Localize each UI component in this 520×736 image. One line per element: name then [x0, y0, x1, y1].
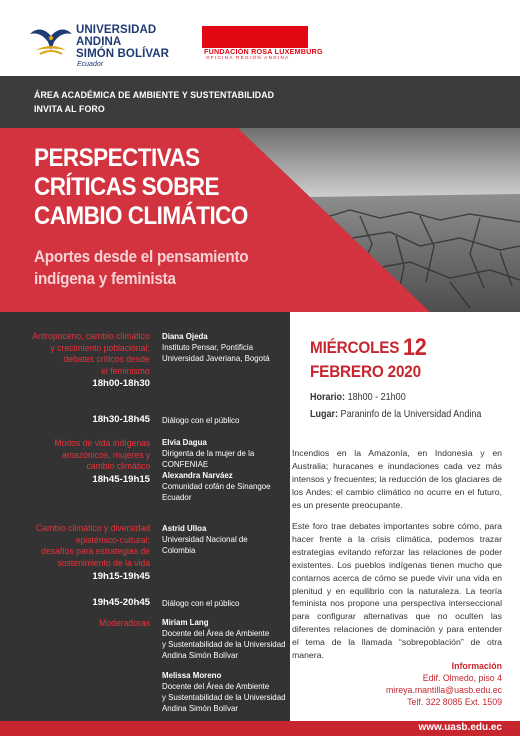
- footer-bar: [0, 721, 520, 736]
- speaker-info: [162, 437, 271, 503]
- speaker-affiliation: Universidad Javeriana, Bogotá: [162, 353, 270, 363]
- session-title-line: amazónicos, mujeres y: [61, 448, 150, 460]
- rosa-office: OFICINA REGIÓN ANDINA: [206, 55, 290, 60]
- invitation-band: [0, 76, 520, 128]
- moderator-info: [162, 670, 286, 714]
- session-time: 19h15-19h45: [92, 571, 150, 582]
- schedule-value: 18h00 - 21h00: [347, 392, 406, 403]
- speaker-info: [162, 331, 270, 364]
- session-title-line: sostenimiento de la vida: [57, 556, 150, 568]
- session-2: [0, 437, 150, 493]
- subtitle-line: Aportes desde el pensamiento: [34, 247, 249, 266]
- event-title: [34, 144, 248, 231]
- session-time: 18h00-18h30: [92, 378, 150, 389]
- speaker-affiliation: Colombia: [162, 545, 196, 555]
- session-title-line: el feminismo: [101, 364, 150, 376]
- moderator-affiliation: y Sustentabilidad de la Universidad: [162, 639, 286, 649]
- hero-section: [0, 76, 520, 312]
- event-subtitle: [34, 246, 248, 290]
- session-title: [54, 437, 150, 472]
- moderator-affiliation: Andina Simón Bolívar: [162, 703, 239, 713]
- location-label: Lugar:: [310, 409, 339, 420]
- condor-icon: [28, 20, 74, 60]
- area-name: ÁREA ACADÉMICA DE AMBIENTE Y SUSTENTABILIDAD: [34, 90, 275, 100]
- speaker-name: Alexandra Narváez: [162, 470, 233, 480]
- contact-email[interactable]: mireya.mantilla@uasb.edu.ec: [385, 685, 502, 695]
- moderator-name: Miriam Lang: [162, 617, 209, 627]
- website-link[interactable]: www.uasb.edu.ec: [418, 722, 502, 733]
- rosa-logo-bar: [202, 26, 308, 48]
- contact-phone: Telf. 322 8085 Ext. 1509: [407, 697, 502, 707]
- event-schedule: [310, 392, 406, 403]
- rosa-luxemburg-logo: [202, 26, 323, 60]
- session-title-line: cambio climático: [86, 460, 150, 472]
- moderator-info: [162, 617, 286, 661]
- header: [0, 0, 520, 76]
- session-1: [0, 330, 150, 404]
- session-title-line: debates críticos desde: [63, 353, 150, 365]
- session-3: [0, 522, 150, 586]
- event-day: 12: [402, 334, 427, 361]
- moderator-affiliation: Andina Simón Bolívar: [162, 650, 239, 660]
- dialogue-label: Diálogo con el público: [162, 415, 240, 425]
- moderator-affiliation: y Sustentabilidad de la Universidad: [162, 692, 286, 702]
- moderator-name: Melissa Moreno: [162, 670, 222, 680]
- moderators-label: Moderadoras: [99, 617, 150, 628]
- uasb-name-line1: UNIVERSIDAD ANDINA: [76, 24, 157, 48]
- moderator-affiliation: Docente del Área de Ambiente: [162, 681, 270, 691]
- session-title-line: desafíos para estrategias de: [41, 545, 151, 557]
- contact-heading: Información: [451, 661, 502, 671]
- contact-info: [386, 660, 502, 708]
- description-paragraph-1: Incendios en la Amazonía, en Indonesia y en Australia; huracanes e inundaciones cada vez más intensos y frecuentes; la reducción de los glaciares de los Andes: el cambio climático no ocurre en el futuro, es un presente preocupante.: [292, 448, 502, 510]
- speaker-name: Diana Ojeda: [162, 331, 208, 341]
- program-panel: [0, 312, 290, 721]
- session-title-line: Cambio climático y diversidad: [35, 522, 150, 533]
- subtitle-line: indígena y feminista: [34, 269, 176, 288]
- uasb-name-line2: SIMÓN BOLÍVAR: [76, 48, 170, 60]
- speaker-affiliation: Instituto Pensar, Pontificia: [162, 342, 253, 352]
- uasb-logo: [28, 18, 178, 68]
- speaker-affiliation: CONFENIAE: [162, 459, 209, 469]
- title-line: CRÍTICAS SOBRE: [34, 173, 219, 201]
- event-month-year: FEBRERO 2020: [310, 362, 421, 381]
- session-title-line: epistémico-cultural:: [75, 533, 150, 545]
- rosa-name: FUNDACIÓN ROSA LUXEMBURG: [204, 47, 323, 56]
- speaker-name: Elvia Dagua: [162, 437, 207, 447]
- session-title-line: Antropoceno, cambio climático: [32, 330, 150, 341]
- event-date-box: [290, 312, 520, 432]
- title-line: PERSPECTIVAS: [34, 144, 200, 172]
- dialogue-time: 18h30-18h45: [92, 414, 150, 425]
- speaker-affiliation: Comunidad cofán de Sinangoe: [162, 481, 271, 491]
- invite-line: INVITA AL FORO: [34, 104, 105, 114]
- session-title: [36, 522, 150, 568]
- speaker-info: [162, 523, 248, 556]
- speaker-name: Astrid Ulloa: [162, 523, 207, 533]
- session-time: 18h45-19h15: [92, 474, 150, 485]
- speaker-affiliation: Dirigenta de la mujer de la: [162, 448, 255, 458]
- event-weekday: MIÉRCOLES: [310, 338, 400, 357]
- event-location: [310, 409, 481, 420]
- event-date: [310, 334, 427, 362]
- location-value: Paraninfo de la Universidad Andina: [340, 409, 482, 420]
- speaker-affiliation: Universidad Nacional de: [162, 534, 248, 544]
- speaker-affiliation: Ecuador: [162, 492, 192, 502]
- dialogue-time: 19h45-20h45: [92, 597, 150, 608]
- session-title: [33, 330, 150, 376]
- uasb-country: Ecuador: [77, 61, 104, 68]
- session-title-line: y crecimiento poblacional:: [50, 341, 150, 353]
- dialogue-label: Diálogo con el público: [162, 598, 240, 608]
- session-title-line: Modos de vida indígenas: [54, 437, 150, 448]
- moderator-affiliation: Docente del Área de Ambiente: [162, 628, 270, 638]
- title-line: CAMBIO CLIMÁTICO: [34, 202, 248, 230]
- description-paragraph-2: Este foro trae debates importantes sobre cómo, para hacer frente a la crisis climática, podemos trazar estrategias evitando reforzar las relaciones de poder existentes. Los pueblos indígenas tienen mucho que contarnos acerca de cómo se puede vivir una vida en plenitud y en equilibrio con la naturaleza. La teoría feminista nos propone una perspectiva interseccional para configurar alternativas que no oculten las diferentes relaciones de dominación y para entender el tema de la llamada “sobrepoblación” de otra manera.: [292, 521, 502, 661]
- contact-address: Edif. Olmedo, piso 4: [422, 673, 502, 683]
- schedule-label: Horario:: [310, 392, 346, 403]
